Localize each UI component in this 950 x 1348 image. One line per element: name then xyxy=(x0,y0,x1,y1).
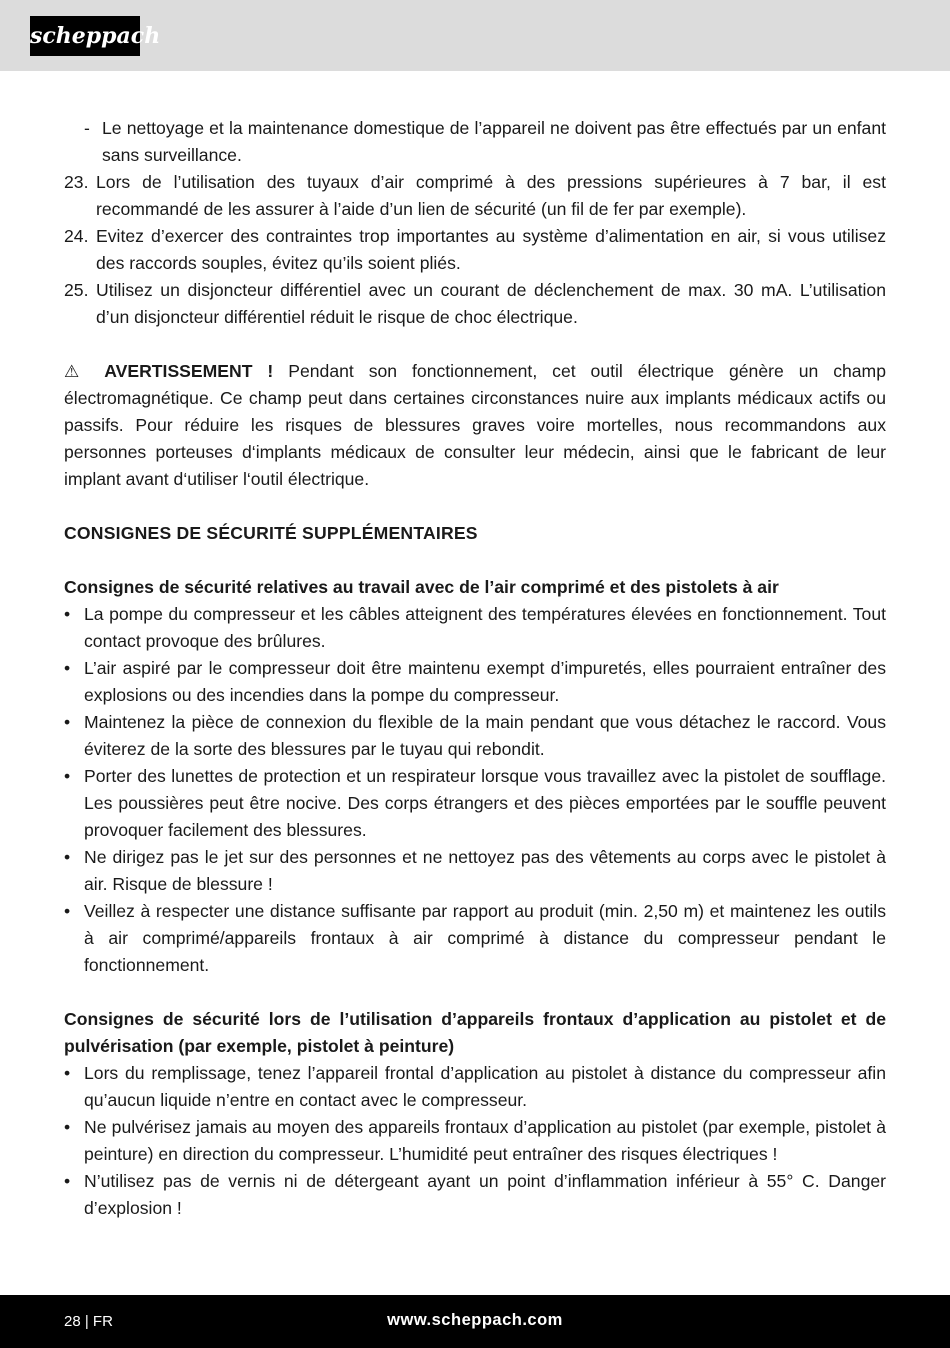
page-number: 28 | FR xyxy=(64,1313,113,1330)
numbered-item-25 xyxy=(64,277,886,331)
list-item xyxy=(64,1114,886,1168)
list-item xyxy=(64,709,886,763)
list-item-text: Porter des lunettes de protection et un respirateur lorsque vous travaillez avec la pistolet de soufflage. Les poussières peut être nocive. Des corps étrangers et des pièces emportées par le souffle peuvent provoquer facilement des blessures. xyxy=(84,766,886,840)
numbered-item-23 xyxy=(64,169,886,223)
list-item-text: L’air aspiré par le compresseur doit être maintenu exempt d’impuretés, elles pourraient entraîner des explosions ou des incendies dans la pompe du compresseur. xyxy=(84,658,886,705)
warning-paragraph xyxy=(64,358,886,493)
page-header xyxy=(0,0,950,71)
bullet-icon: • xyxy=(64,901,71,921)
list-item-text: Veillez à respecter une distance suffisante par rapport au produit (min. 2,50 m) et maintenez les outils à air comprimé/appareils frontaux à air comprimé à distance du compresseur pendant le fonctionnement. xyxy=(84,901,886,975)
list-item xyxy=(64,1168,886,1222)
subsection-heading: Consignes de sécurité relatives au travail avec de l’air comprimé et des pistolets à air xyxy=(64,577,779,597)
list-item-text: Ne pulvérisez jamais au moyen des appareils frontaux d’application au pistolet (par exemple, pistolet à peinture) en direction du compresseur. L’humidité peut entraîner des risques électriques ! xyxy=(84,1117,886,1164)
list-item xyxy=(64,763,886,844)
continued-list-item xyxy=(64,115,886,169)
list-item xyxy=(64,898,886,979)
list-item-text: Ne dirigez pas le jet sur des personnes et ne nettoyez pas des vêtements au corps avec le pistolet à air. Risque de blessure ! xyxy=(84,847,886,894)
list-item xyxy=(64,601,886,655)
dash-marker: - xyxy=(84,118,90,138)
item-number: 24. xyxy=(64,226,89,246)
warning-triangle-icon: ⚠ xyxy=(64,362,90,381)
item-text: Utilisez un disjoncteur différentiel avec un courant de déclenchement de max. 30 mA. L’utilisation d’un disjoncteur différentiel réduit le risque de choc électrique. xyxy=(96,280,886,327)
item-text: Lors de l’utilisation des tuyaux d’air comprimé à des pressions supérieures à 7 bar, il est recommandé de les assurer à l’aide d’un lien de sécurité (un fil de fer par exemple). xyxy=(96,172,886,219)
list-item xyxy=(64,655,886,709)
bullet-icon: • xyxy=(64,604,71,624)
scheppach-logo: scheppach xyxy=(30,16,140,56)
page-content xyxy=(64,115,886,1222)
numbered-item-24 xyxy=(64,223,886,277)
bullet-icon: • xyxy=(64,847,71,867)
bullet-icon: • xyxy=(64,1063,71,1083)
item-text: Evitez d’exercer des contraintes trop importantes au système d’alimentation en air, si vous utilisez des raccords souples, évitez qu’ils soient pliés. xyxy=(96,226,886,273)
bullet-icon: • xyxy=(64,1171,71,1191)
warning-text: Pendant son fonctionnement, cet outil électrique génère un champ électromagnétique. Ce champ peut dans certaines circonstances nuire aux implants médicaux actifs ou passifs. Pour réduire les risques de blessures graves voire mortelles, nous recommandons aux personnes porteuses d‘implants médicaux de consulter leur médecin, ainsi que le fabricant de leur implant avant d‘utiliser l‘outil électrique. xyxy=(64,361,886,489)
bullet-icon: • xyxy=(64,766,71,786)
page-footer xyxy=(0,1295,950,1348)
bullet-icon: • xyxy=(64,658,71,678)
item-number: 23. xyxy=(64,172,89,192)
subsection-heading: Consignes de sécurité lors de l’utilisation d’appareils frontaux d’application au pistolet et de pulvérisation (par exemple, pistolet à peinture) xyxy=(64,1009,886,1056)
bullet-icon: • xyxy=(64,1117,71,1137)
list-item xyxy=(64,844,886,898)
list-item-text: N’utilisez pas de vernis ni de détergeant ayant un point d’inflammation inférieur à 55° C. Danger d’explosion ! xyxy=(84,1171,886,1218)
list-item-text: Maintenez la pièce de connexion du flexible de la main pendant que vous détachez le raccord. Vous éviterez de la sorte des blessures par le tuyau qui rebondit. xyxy=(84,712,886,759)
bullet-icon: • xyxy=(64,712,71,732)
website-link[interactable]: www.scheppach.com xyxy=(387,1311,563,1329)
list-item-text: La pompe du compresseur et les câbles atteignent des températures élevées en fonctionnement. Tout contact provoque des brûlures. xyxy=(84,604,886,651)
section-title: CONSIGNES DE SÉCURITÉ SUPPLÉMENTAIRES xyxy=(64,523,478,543)
list-item-text: Le nettoyage et la maintenance domestique de l’appareil ne doivent pas être effectués par un enfant sans surveillance. xyxy=(102,118,886,165)
list-item xyxy=(64,1060,886,1114)
item-number: 25. xyxy=(64,280,89,300)
list-item-text: Lors du remplissage, tenez l’appareil frontal d’application au pistolet à distance du compresseur afin qu’aucun liquide n’entre en contact avec le compresseur. xyxy=(84,1063,886,1110)
warning-label: AVERTISSEMENT ! xyxy=(104,361,274,381)
